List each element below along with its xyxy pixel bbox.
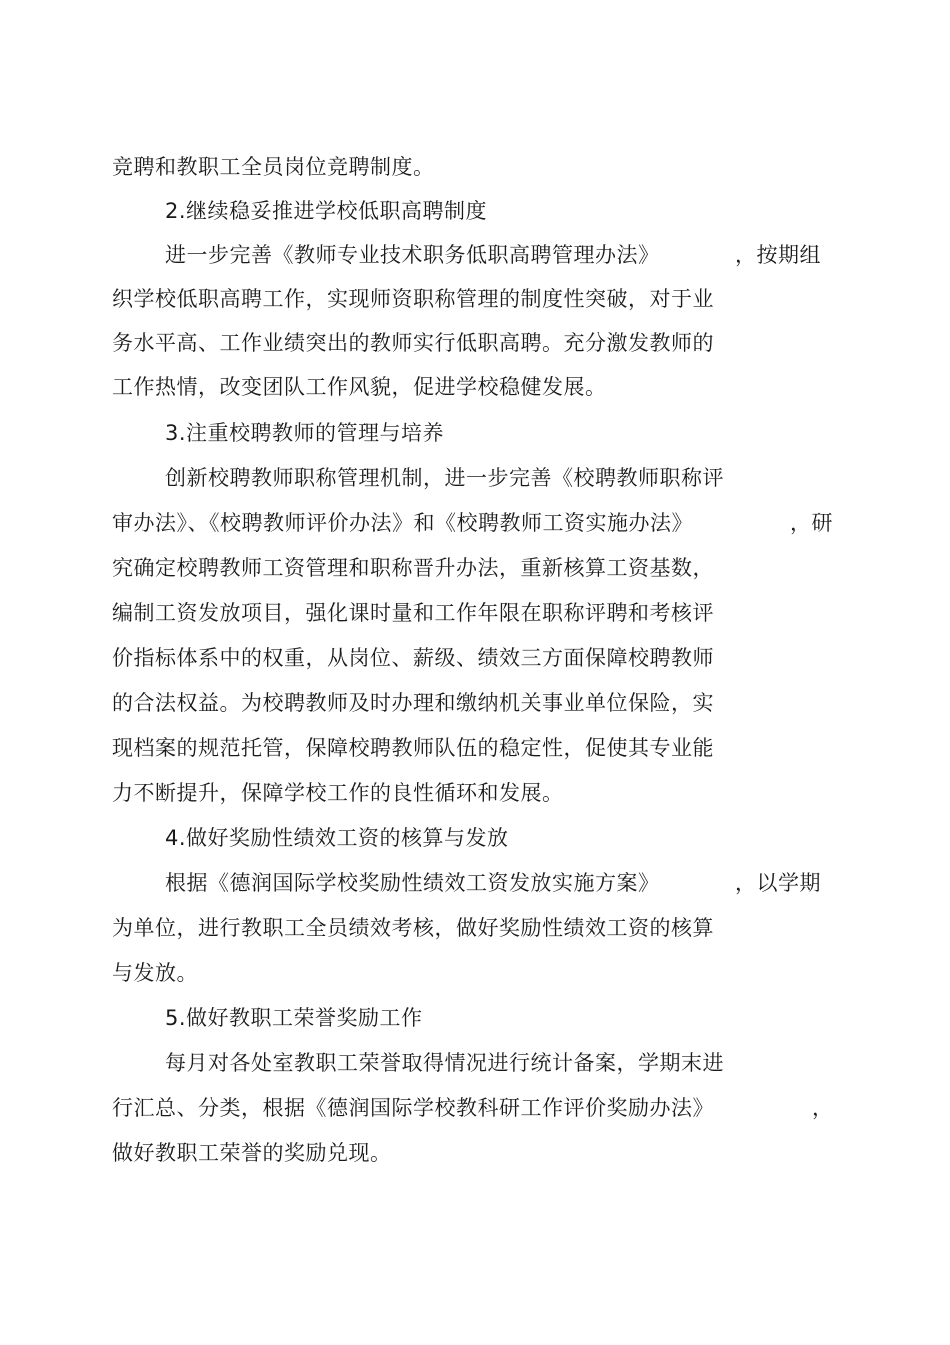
body-line-tail: ，以学期: [735, 871, 821, 895]
body-line: 现档案的规范托管，保障校聘教师队伍的稳定性，促使其专业能: [112, 736, 714, 760]
body-line-tail: ，研: [790, 511, 833, 535]
body-line: 进一步完善《教师专业技术职务低职高聘管理办法》: [165, 243, 660, 267]
body-line: 根据《德润国际学校奖励性绩效工资发放实施方案》: [165, 871, 660, 895]
body-line: 价指标体系中的权重，从岗位、薪级、绩效三方面保障校聘教师: [112, 646, 714, 670]
body-line-tail: ，: [812, 1096, 834, 1120]
body-line: 行汇总、分类，根据《德润国际学校教科研工作评价奖励办法》: [112, 1096, 714, 1120]
body-line: 力不断提升，保障学校工作的良性循环和发展。: [112, 781, 564, 805]
body-line: 的合法权益。为校聘教师及时办理和缴纳机关事业单位保险，实: [112, 691, 714, 715]
body-line: 每月对各处室教职工荣誉取得情况进行统计备案，学期末进: [165, 1051, 724, 1075]
section-heading-4: 4.做好奖励性绩效工资的核算与发放: [165, 826, 509, 850]
section-heading-2: 2.继续稳妥推进学校低职高聘制度: [165, 199, 488, 223]
body-line: 织学校低职高聘工作，实现师资职称管理的制度性突破，对于业: [112, 287, 714, 311]
body-line: 工作热情，改变团队工作风貌，促进学校稳健发展。: [112, 375, 607, 399]
body-line: 究确定校聘教师工资管理和职称晋升办法，重新核算工资基数，: [112, 556, 714, 580]
body-line: 创新校聘教师职称管理机制，进一步完善《校聘教师职称评: [165, 466, 724, 490]
body-line: 审办法》、《校聘教师评价办法》和《校聘教师工资实施办法》: [112, 511, 693, 535]
body-line: 与发放。: [112, 961, 198, 985]
body-line: 为单位，进行教职工全员绩效考核，做好奖励性绩效工资的核算: [112, 916, 714, 940]
body-line: 务水平高、工作业绩突出的教师实行低职高聘。充分激发教师的: [112, 331, 714, 355]
body-line: 竞聘和教职工全员岗位竞聘制度。: [112, 155, 435, 179]
body-line: 编制工资发放项目，强化课时量和工作年限在职称评聘和考核评: [112, 601, 714, 625]
body-line-tail: ，按期组: [735, 243, 821, 267]
body-line: 做好教职工荣誉的奖励兑现。: [112, 1141, 392, 1165]
section-heading-3: 3.注重校聘教师的管理与培养: [165, 421, 445, 445]
section-heading-5: 5.做好教职工荣誉奖励工作: [165, 1006, 423, 1030]
